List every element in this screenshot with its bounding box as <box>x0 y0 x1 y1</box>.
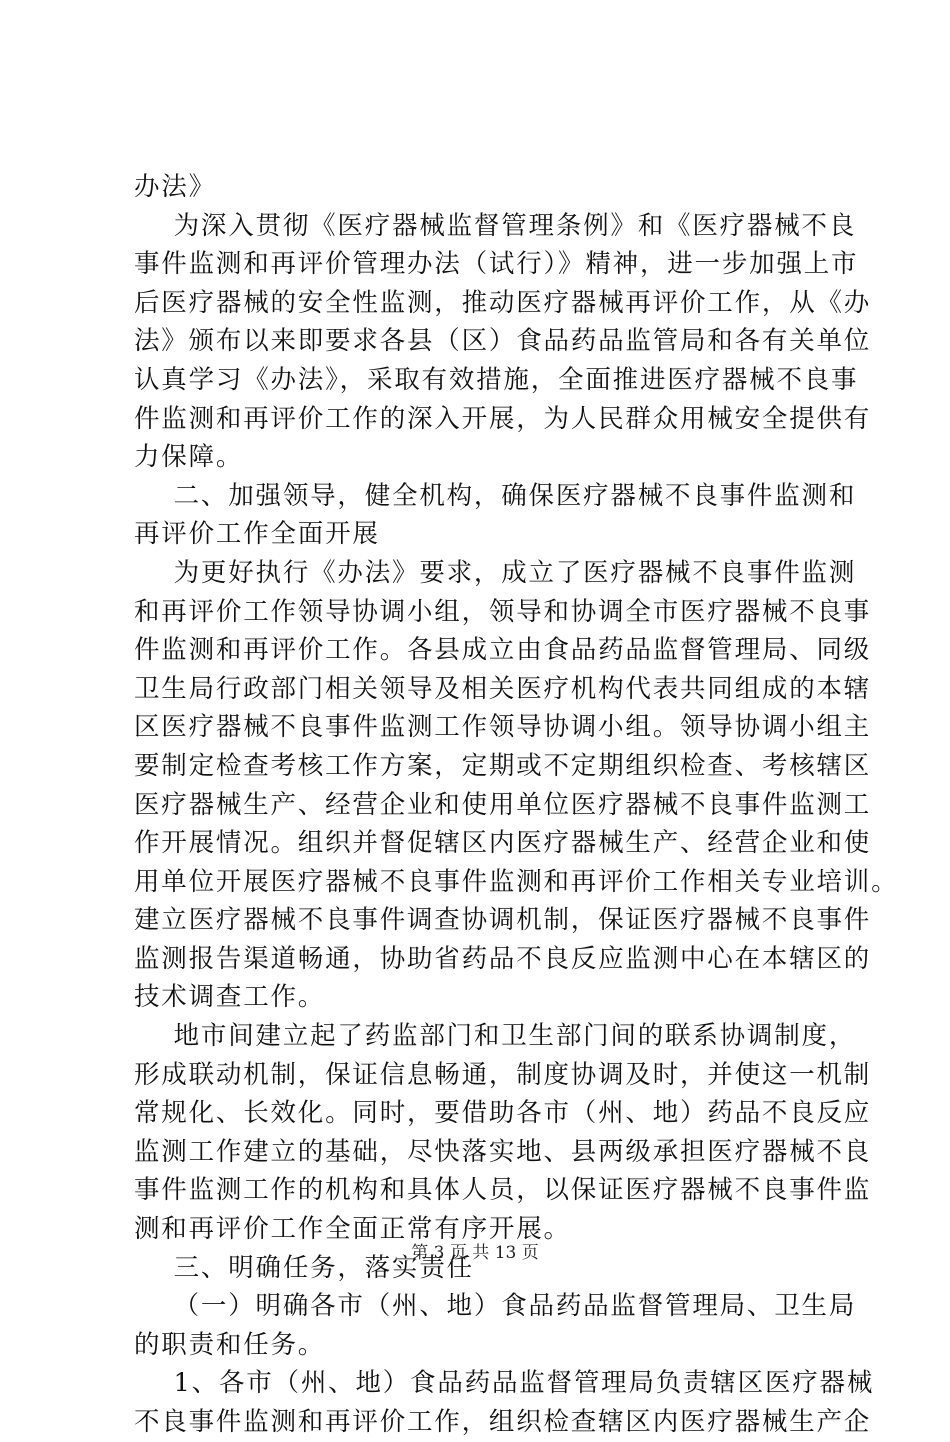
text-line: 测和再评价工作全面正常有序开展。 <box>134 1214 571 1245</box>
text-line: 件监测和再评价工作。各县成立由食品药品监督管理局、同级 <box>134 635 872 666</box>
text-line: 医疗器械生产、经营企业和使用单位医疗器械不良事件监测工 <box>134 789 872 820</box>
text-line: 办法》 <box>134 172 216 202</box>
text-line: 三、明确任务，落实责任 <box>134 1252 474 1283</box>
text-line: 1、各市（州、地）食品药品监督管理局负责辖区医疗器械 <box>134 1368 875 1399</box>
text-line: 监测工作建立的基础，尽快落实地、县两级承担医疗器械不良 <box>134 1136 872 1167</box>
text-line: 建立医疗器械不良事件调查协调机制，保证医疗器械不良事件 <box>134 905 872 936</box>
text-line: 用单位开展医疗器械不良事件监测和再评价工作相关专业培训。 <box>134 866 899 897</box>
page-number-footer: 第 3 页 共 13 页 <box>411 1243 539 1263</box>
text-line: 技术调查工作。 <box>134 982 326 1013</box>
text-line: 和再评价工作领导协调小组，领导和协调全市医疗器械不良事 <box>134 596 872 627</box>
text-line: 不良事件监测和再评价工作，组织检查辖区内医疗器械生产企 <box>134 1407 872 1437</box>
text-line: 件监测和再评价工作的深入开展，为人民群众用械安全提供有 <box>134 403 872 434</box>
text-line: 后医疗器械的安全性监测，推动医疗器械再评价工作，从《办 <box>134 287 872 318</box>
text-line: 为深入贯彻《医疗器械监督管理条例》和《医疗器械不良 <box>134 210 857 241</box>
text-line: 二、加强领导，健全机构，确保医疗器械不良事件监测和 <box>134 480 857 511</box>
text-line: 的职责和任务。 <box>134 1329 326 1360</box>
text-line: 区医疗器械不良事件监测工作领导协调小组。领导协调小组主 <box>134 712 872 743</box>
text-line: 常规化、长效化。同时，要借助各市（州、地）药品不良反应 <box>134 1098 872 1129</box>
text-line: （一）明确各市（州、地）食品药品监督管理局、卫生局 <box>134 1291 857 1322</box>
text-line: 事件监测工作的机构和具体人员，以保证医疗器械不良事件监 <box>134 1175 872 1206</box>
text-line: 再评价工作全面开展 <box>134 519 380 550</box>
text-line: 力保障。 <box>134 442 244 473</box>
text-line: 要制定检查考核工作方案，定期或不定期组织检查、考核辖区 <box>134 750 872 781</box>
text-line: 为更好执行《办法》要求，成立了医疗器械不良事件监测 <box>134 557 857 588</box>
text-line: 地市间建立起了药监部门和卫生部门间的联系协调制度， <box>134 1021 857 1052</box>
text-line: 卫生局行政部门相关领导及相关医疗机构代表共同组成的本辖 <box>134 673 872 704</box>
text-line: 事件监测和再评价管理办法（试行）》精神，进一步加强上市 <box>134 249 859 280</box>
text-line: 作开展情况。组织并督促辖区内医疗器械生产、经营企业和使 <box>134 828 872 859</box>
text-line: 监测报告渠道畅通，协助省药品不良反应监测中心在本辖区的 <box>134 943 872 974</box>
text-line: 形成联动机制，保证信息畅通，制度协调及时，并使这一机制 <box>134 1059 872 1090</box>
text-line: 认真学习《办法》，采取有效措施，全面推进医疗器械不良事 <box>134 364 859 395</box>
text-line: 法》颁布以来即要求各县（区）食品药品监管局和各有关单位 <box>134 326 872 357</box>
